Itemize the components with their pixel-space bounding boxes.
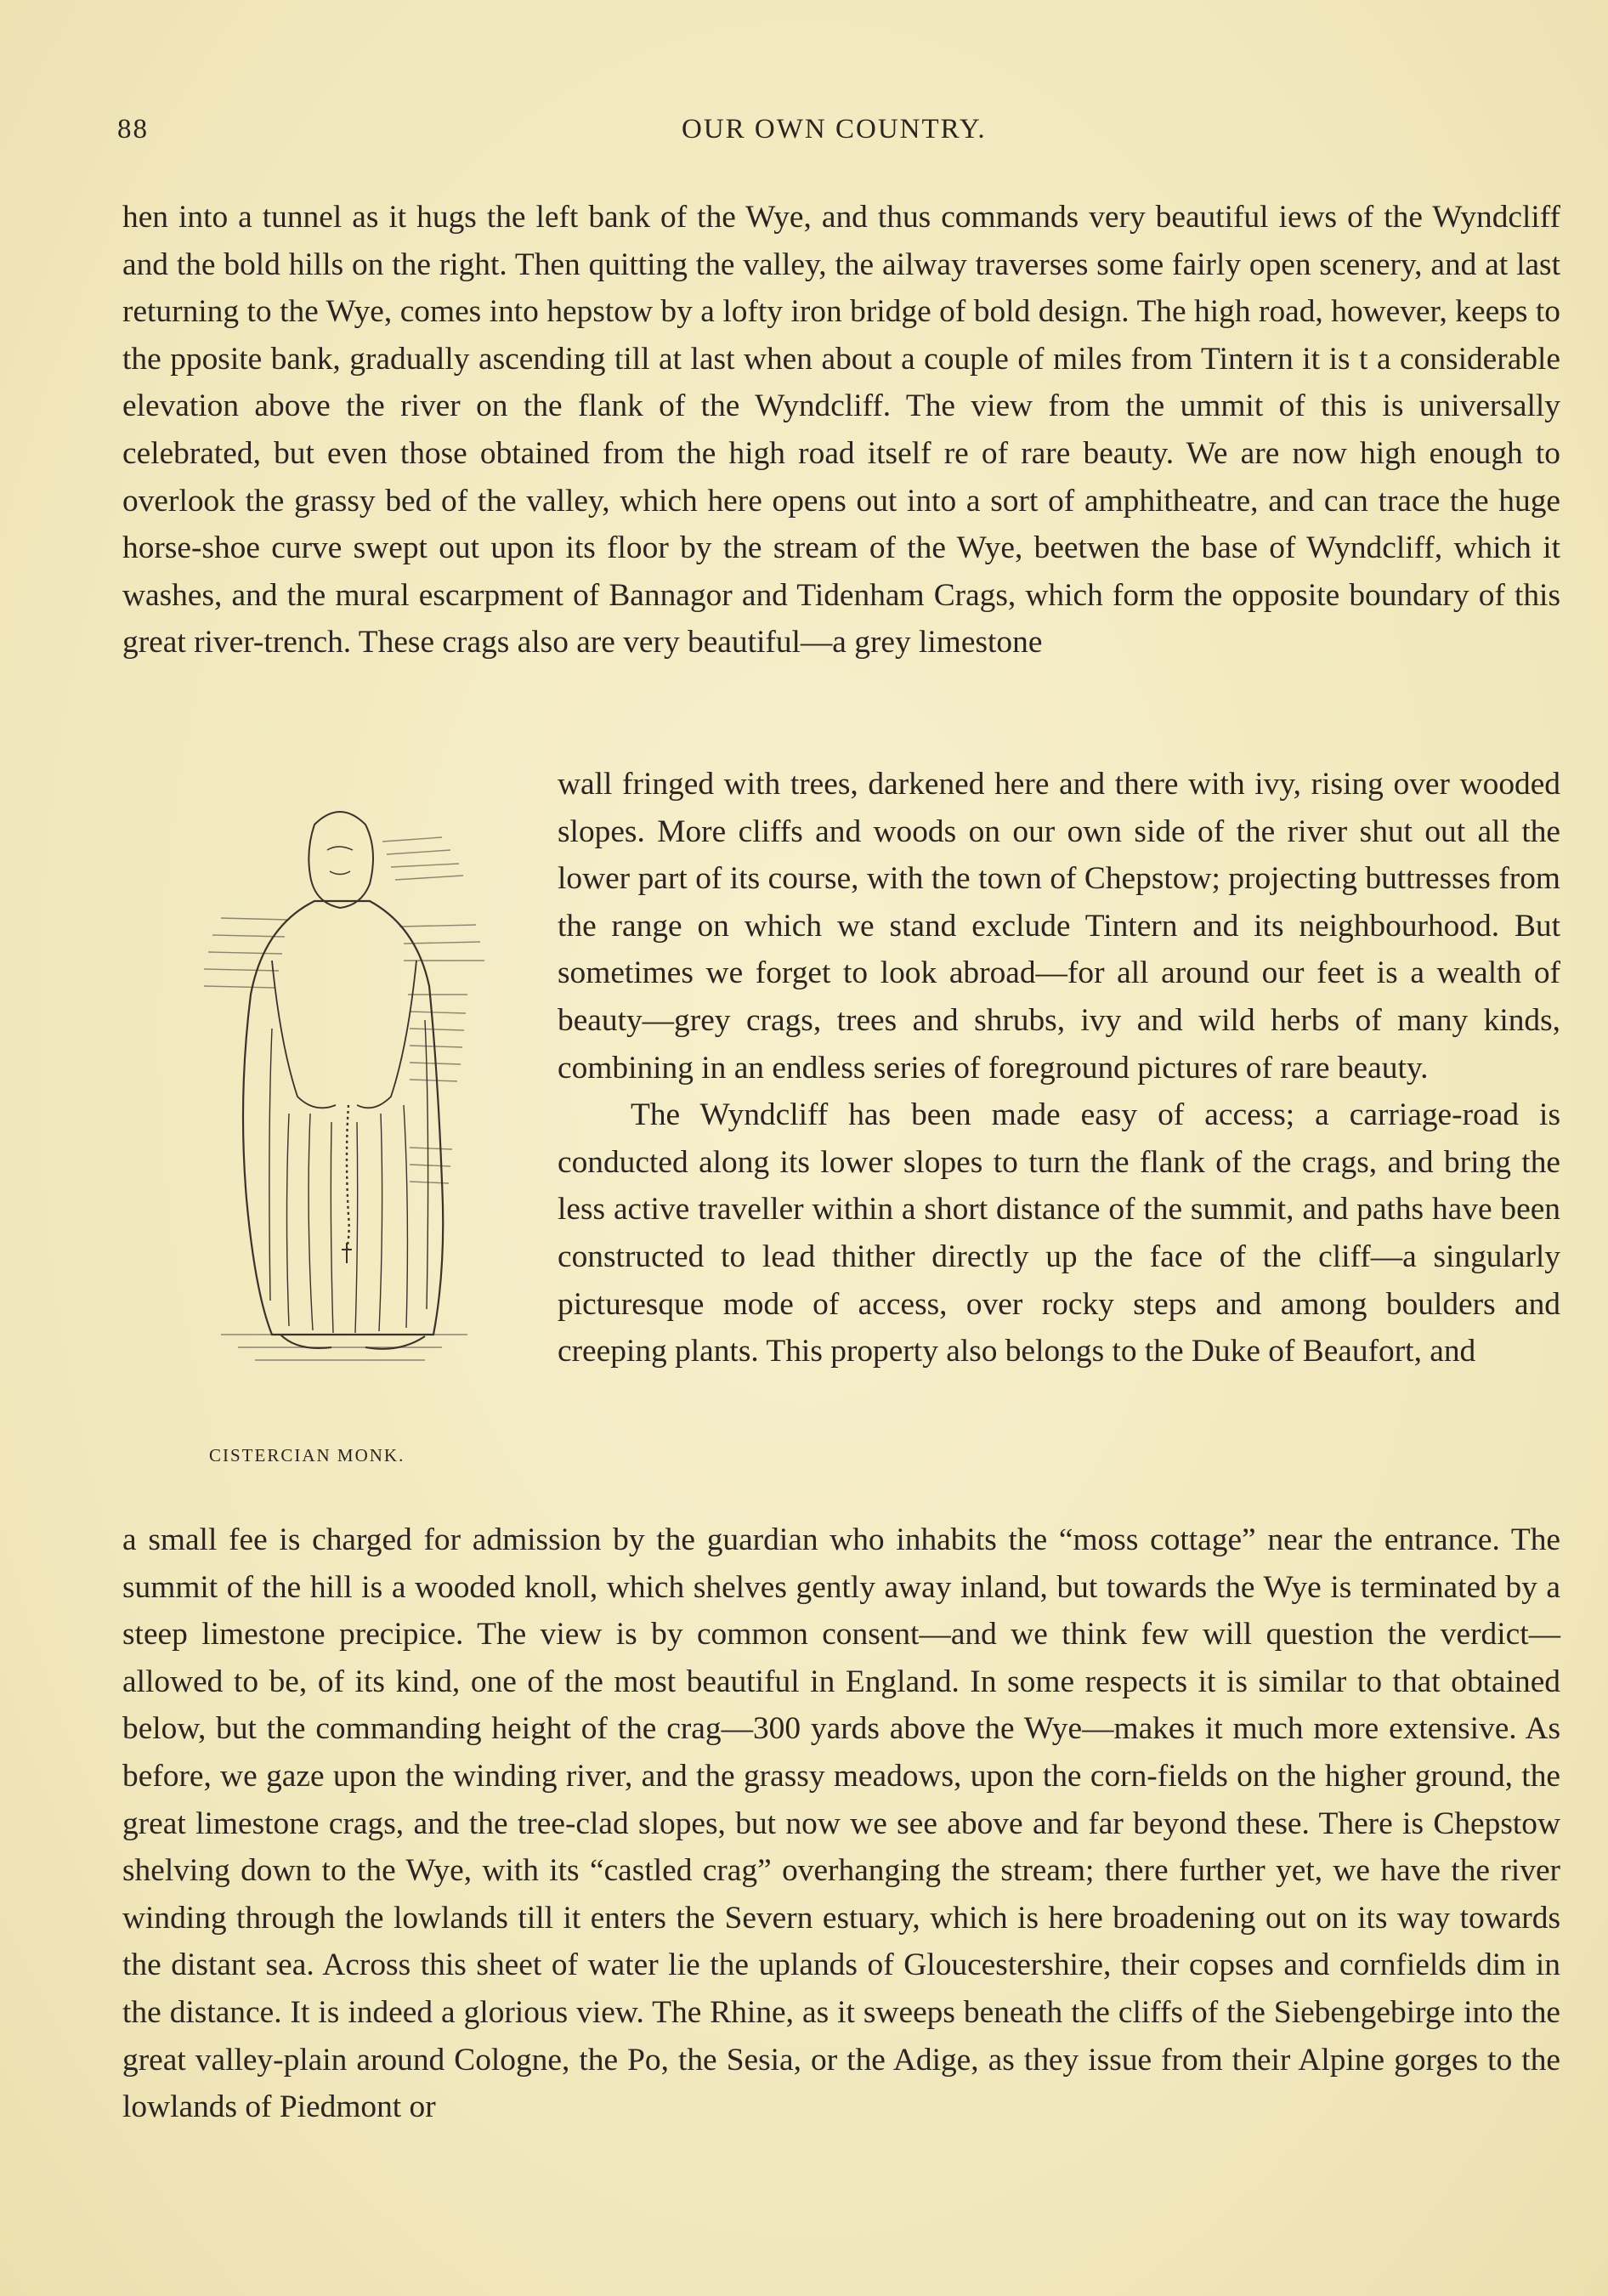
monk-engraving-icon	[187, 791, 527, 1437]
figure-caption: CISTERCIAN MONK.	[209, 1445, 405, 1465]
page-header	[117, 114, 1608, 153]
column-paragraph-1: wall fringed with trees, darkened here and there with ivy, rising over wooded slopes. More cliffs and woods on our own side of the river shut out all the lower part of its course, with the town of Chepstow; projecting buttresses from the range on which we stand exclude Tintern and its neighbourhood. But sometimes we forget to look abroad—for all around our feet is a wealth of beauty—grey crags, trees and shrubs, ivy and wild herbs of many kinds, combining in an endless series of foreground pictures of rare beauty.	[558, 767, 1560, 1086]
top-paragraph: hen into a tunnel as it hugs the left bank of the Wye, and thus commands very beautiful iews of the Wyndcliff and the bold hills on the right. Then quitting the valley, the ailway traverses some fairly open scenery, and at last returning to the Wye, comes into hepstow by a lofty iron bridge of bold design. The high road, however, keeps to the pposite bank, gradually ascending till at last when about a couple of miles from Tintern it is t a considerable elevation above the river on the flank of the Wyndcliff. The view from the ummit of this is universally celebrated, but even those obtained from the high road itself re of rare beauty. We are now high enough to overlook the grassy bed of the valley, which here opens out into a sort of amphitheatre, and can trace the huge horse-shoe curve swept out upon its floor by the stream of the Wye, beetwen the base of Wyndcliff, which it washes, and the mural escarpment of Bannagor and Tidenham Crags, which form the opposite boundary of this great river-trench. These crags also are very beautiful—a grey limestone	[122, 200, 1560, 660]
hatching-background	[204, 837, 484, 1360]
column-text	[558, 761, 1560, 1375]
bottom-paragraph: a small fee is charged for admission by the guardian who inhabits the “moss cottage” near the entrance. The summit of the hill is a wooded knoll, which shelves gently away inland, but towards the Wye is terminated by a steep limestone precipice. The view is by common consent—and we think few will question the verdict—allowed to be, of its kind, one of the most beautiful in England. In some respects it is similar to that obtained below, but the commanding height of the crag—300 yards above the Wye—makes it much more extensive. As before, we gaze upon the winding river, and the grassy meadows, upon the corn-fields on the higher ground, the great limestone crags, and the tree-clad slopes, but now we see above and far beyond these. There is Chepstow shelving down to the Wye, with its “castled crag” overhanging the stream; there further yet, we have the river winding through the lowlands till it enters the Severn estuary, which is here broadening out on its way towards the distant sea. Across this sheet of water lie the uplands of Gloucestershire, their copses and cornfields dim in the distance. It is indeed a glorious view. The Rhine, as it sweeps beneath the cliffs of the Siebengebirge into the great valley-plain around Cologne, the Po, the Sesia, or the Adige, as they issue from their Alpine gorges to the lowlands of Piedmont or	[122, 1522, 1560, 2125]
column-paragraph-2: The Wyndcliff has been made easy of access; a carriage-road is conducted along its lower slopes to turn the flank of the crags, and bring the less active traveller within a short distance of the summit, and paths have been constructed to lead thither directly up the face of the cliff—a singularly picturesque mode of access, over rocky steps and among boulders and creeping plants. This property also belongs to the Duke of Beaufort, and	[558, 1097, 1560, 1369]
page-number: 88	[117, 114, 149, 145]
running-title: OUR OWN COUNTRY.	[682, 114, 987, 145]
